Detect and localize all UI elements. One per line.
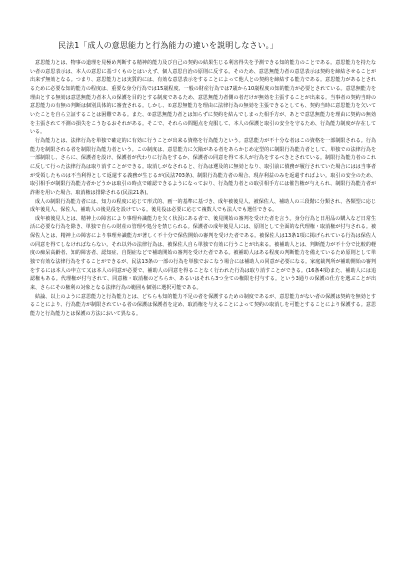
paragraph-conclusion: 結論、以上のように意思能力と行為能力とは、どちらも知的能力不足の者を保護するための制度であるが、意思能力がない者の保護は契約を無効とすることにより、行為能力が制限されている者の保護は保護者を定め、取消権を与えることによって契約の取消しを可能とすることにより保護する。意思能力と行為能力とは保護の方法において異なる。 — [30, 293, 376, 318]
paragraph-guardianship-types: 成年被後見人とは、精神上の障害により事理弁識能力を欠く状況にある者で、後見開始の審判を受けた者を言う。身分行為と日用品の購入など日常生活に必要な行為を除き、単独で自らの財産の管理や処分を禁じられる。保護者の成年後見人には、原則として全面的な代理権・取消権が付与される。被保佐人とは、精神上の障害により事理弁識能力が著しく不十分で保佐開始の審判を受けた者である。被保佐人は13条1項に掲げられている行為は保佐人の同意を得てしなければならない。それ以外の法律行為は、被保佐人自ら単独で有効に行うことが出来る。被補助人とは、判断能力が不十分で比較的軽度の痴呆高齢者、知的障害者、認知症、自閉症などで補助開始の審判を受けた者である。被補助人はある程度の判断能力を備えているため原則として単独で有効な法律行為をすることができるが、民法13条の一部の行為を単独でおこなう場合には補助人の同意が必要になる。家庭裁判所が補助開始の審判をするには本人の申立て又は本人の同意が必要で、補助人の同意を得ることなく行われた行為は取り消すことができる。(16条4項)また、補助人には追認権もある。代理権が付与されて、同意権・取消権のどちらか、あるいはそれら3つ全ての権限を付与する。という3通りの保護の仕方を選ぶことが出来、さらにその権利の対象となる法律行為の範囲も個別に選択可能である。 — [30, 215, 376, 292]
paragraph-restricted-adults: 成人の制限行為能力者には、知力の程度に応じて形式的、画一的基準に基づき、成年被後見人、被保佐人、補助人の三段階に分類され、各類型に応じ成年後見人、保佐人、補助人の後見役を設けている。後見役は必要に応じて複数人でも法人でも選任できる。 — [30, 198, 376, 214]
document-page — [30, 40, 376, 560]
question-title: 民法1「成人の意思能力と行為能力の違いを説明しなさい。」 — [58, 41, 278, 50]
paragraph-legal-capacity: 行為能力とは、法律行為を単独で確定的に有効に行うことが出来る資格を行為能力という。意思能力が不十分な者はこの資格を一部制限される。行為能力を制限される者を制限行為能力者という。この制度は、意思能力に欠陥がある者をあらかじめ定型的に制限行為能力者として、単独での法律行為を一部制限し、さらに、保護者を設け、保護者が代わりに行為をするか、保護者の同意を得て本人が行為をするべきとされている。制限行為能力者のこれに反して行った法律行為は取り消すことができる。取消しがなされると、行為は遡及的に無効となり、取引前に債務が履行されていた場合にはは当事者が受領したものは不当利得として返還する義務が生じるが(民法703条)、制限行為能力者の場合、現存利益のみを返還すればよい。取引の安全のため、取引相手が制限行為能力者かどうかは取引の時点で確認できるようになっており、行為能力者との取引相手方には催告権が与えられ、制限行為能力者が詐術を用いた場合、取消権は排除される(民法21条)。 — [30, 137, 376, 196]
paragraph-mental-capacity: 意思能力とは、物事の道理を見極め判断する精神的能力及び自己の契約の結果生じる利害得失を予測できる知的能力のことである。意思能力を持たない者の意思表示は、本人の意思に基づくものとはいえず、個人意思自治の原則に反する。そのため、意思無能力者の意思表示は契約を締結させることが出来ず無効となる。つまり、意思能力とは実質的には、有効な意思表示をすることによって他人との契約を締結する能力である。意思能力があるとされるために必要な知的能力の程度は、重要な身分行為では15歳程度、一般の財産行為では7歳から10歳程度の知的能力が必要とされている。意思無能力を理由とする無効は意思無能力者本人の保護を目的とする制度であるため、意思無能力者側の者だけが無効を主張することが出来る。当事者の契約当時の意思能力の有無の判断は個別具体的に審査される。しかし、①意思無能力を理由に法律行為の無効を主張できるとしても、契約当時に意思能力を欠いていたことを自ら立証することは困難である。また、②意思無能力者とは知らずに契約を結んでしまった相手方が、あとで意思無能力を理由に契約の無効を主張されて不測の損失をこうむるおそれがある。そこで、それらの問題点を克服して、本人の保護と取引の安全を守るため、行為能力制度が存在している。 — [30, 60, 376, 136]
